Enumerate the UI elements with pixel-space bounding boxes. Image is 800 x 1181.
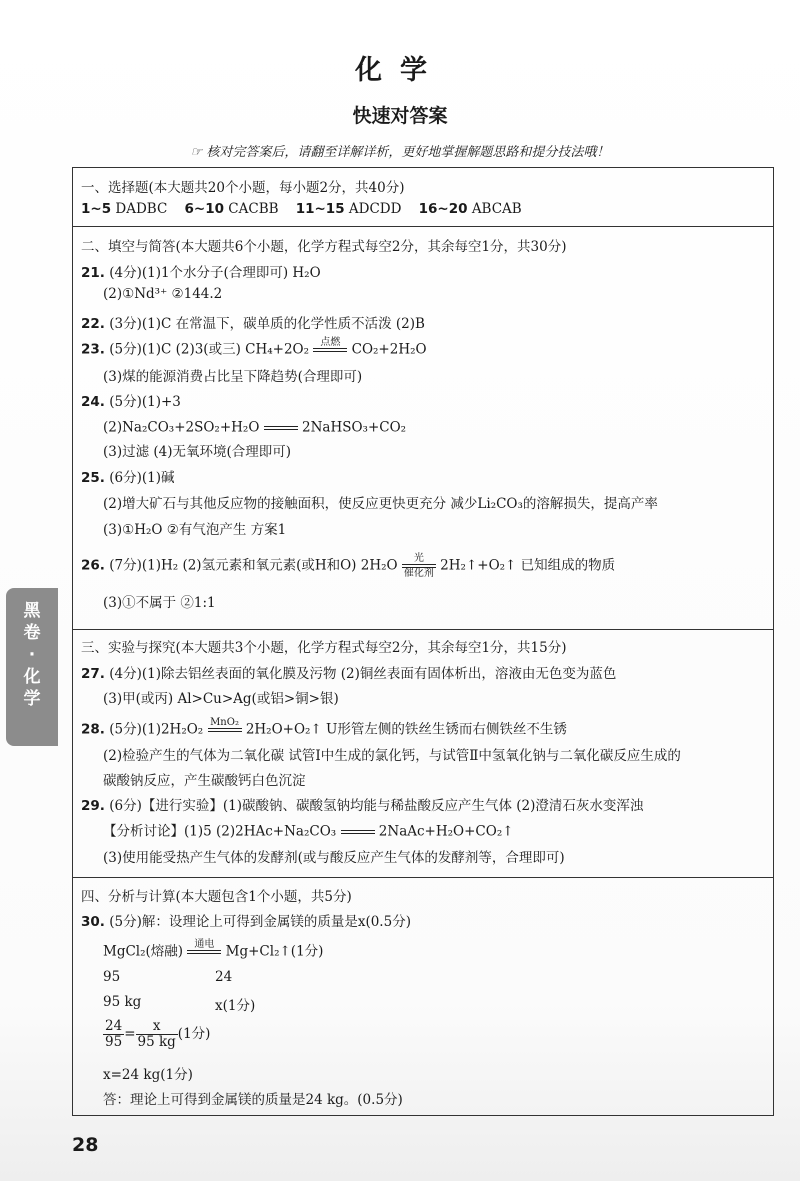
reaction-condition xyxy=(264,415,298,441)
question-number: 30. xyxy=(81,914,105,930)
q22-line1 xyxy=(81,312,425,332)
tip-text: 核对完答案后，请翻至详解详析，更好地掌握解题思路和提分技法哦！ xyxy=(206,145,610,160)
molar-mass-product: 24 xyxy=(215,969,233,985)
page-title: 化学 xyxy=(355,55,445,86)
reaction-condition xyxy=(208,717,242,743)
reaction-condition xyxy=(313,337,347,363)
answer-text: (3分)(1)C 在常温下，碳单质的化学性质不活泼 (2)B xyxy=(109,316,425,332)
question-number: 29. xyxy=(81,798,105,814)
q25-line3: (3)①H₂O ②有气泡产生 方案1 xyxy=(103,522,287,538)
question-number: 23. xyxy=(81,341,105,358)
section-header: 三、实验与探究(本大题共3个小题，化学方程式每空2分，其余每空1分，共15分) xyxy=(81,640,567,656)
answer-letters: CACBB xyxy=(228,201,279,217)
answer-text: (5分)(1)+3 xyxy=(109,394,181,410)
section-header: 四、分析与计算(本大题包含1个小题，共5分) xyxy=(81,889,352,905)
side-tab-label xyxy=(8,600,56,710)
pointing-hand-icon: ☞ xyxy=(190,145,203,160)
q28-line2: (2)检验产生的气体为二氧化碳 试管Ⅰ中生成的氯化钙，与试管Ⅱ中氢氧化钠与二氧化碳反应生成的 xyxy=(103,748,681,764)
answer-text: 2H₂O+O₂↑ U形管左侧的铁丝生锈而右侧铁丝不生锈 xyxy=(245,721,567,738)
question-number: 21. xyxy=(81,265,105,281)
answer-range: 1~5 xyxy=(81,201,112,217)
q30-line1 xyxy=(81,910,411,930)
equation-line xyxy=(103,939,323,965)
question-number: 26. xyxy=(81,557,105,574)
side-tab-char: 化 xyxy=(23,667,41,687)
answer-text: (6分)【进行实验】(1)碳酸钠、碳酸氢钠均能与稀盐酸反应产生气体 (2)澄清石灰水变浑浊 xyxy=(109,798,644,814)
question-number: 24. xyxy=(81,394,105,410)
answer-letters: ADCDD xyxy=(348,201,402,217)
q26-line2: (3)①不属于 ②1:1 xyxy=(103,595,216,611)
answer-text: (5分)(1)2H₂O₂ xyxy=(109,721,204,738)
q25-line2: (2)增大矿石与其他反应物的接触面积，使反应更快更充分 减少Li₂CO₃的溶解损失，提高产率 xyxy=(103,496,658,512)
answer-text: (5分)(1)C (2)3(或三) CH₄+2O₂ xyxy=(109,341,310,358)
q21-line1 xyxy=(81,261,321,281)
question-number: 22. xyxy=(81,316,105,332)
condition-text: 催化剂 xyxy=(403,568,434,579)
equation-text: MgCl₂(熔融) xyxy=(103,943,184,960)
answer-text: 2NaHSO₃+CO₂ xyxy=(302,419,407,436)
answer-text: (7分)(1)H₂ (2)氢元素和氧元素(或H和O) 2H₂O xyxy=(109,557,398,574)
choice-answers xyxy=(81,201,522,217)
reaction-condition xyxy=(402,553,436,579)
section-header: 一、选择题(本大题共20个小题，每小题2分，共40分) xyxy=(81,180,405,196)
answer-range: 11~15 xyxy=(295,201,345,217)
answer-range: 16~20 xyxy=(418,201,468,217)
denominator: 95 xyxy=(105,1034,123,1050)
numerator: x xyxy=(136,1019,178,1035)
answer-text: 2H₂↑+O₂↑ 已知组成的物质 xyxy=(440,557,616,574)
section-fill-blank xyxy=(73,226,773,630)
section-calculation xyxy=(73,877,773,1115)
answer-text: (4分)(1)1个水分子(合理即可) H₂O xyxy=(109,265,321,281)
answer-text: CO₂+2H₂O xyxy=(351,341,427,358)
section-choice xyxy=(73,168,773,227)
condition-text: 光 xyxy=(413,553,424,564)
q24-line3: (3)过滤 (4)无氧环境(合理即可) xyxy=(103,444,292,460)
molar-mass-mg: 95 xyxy=(103,969,121,985)
answer-text: 2NaAc+H₂O+CO₂↑ xyxy=(378,823,514,840)
q27-line2: (3)甲(或丙) Al>Cu>Ag(或铝>铜>银) xyxy=(103,691,339,707)
final-answer: 答：理论上可得到金属镁的质量是24 kg。(0.5分) xyxy=(103,1092,403,1108)
q24-line2 xyxy=(103,415,406,441)
q25-line1 xyxy=(81,466,174,486)
answer-text: (2)Na₂CO₃+2SO₂+H₂O xyxy=(103,419,260,436)
numerator: 24 xyxy=(105,1018,123,1034)
fraction-right xyxy=(136,1019,178,1050)
answer-text: (4分)(1)除去铝丝表面的氧化膜及污物 (2)铜丝表面有固体析出，溶液由无色变为蓝色 xyxy=(109,666,617,682)
q29-line3: (3)使用能受热产生气体的发酵剂(或与酸反应产生气体的发酵剂等，合理即可) xyxy=(103,850,565,866)
tip-line xyxy=(0,141,800,160)
answer-table xyxy=(72,167,774,1116)
given-mass: 95 kg xyxy=(103,994,142,1010)
proportion-line: $\frac{24}{95}$ = $\frac{x}{95 kg}$ (1分) xyxy=(105,1018,211,1050)
q21-line2: (2)①Nd³⁺ ②144.2 xyxy=(103,286,223,302)
page-number: 28 xyxy=(72,1134,99,1156)
reaction-condition xyxy=(341,819,375,845)
section-header: 二、填空与简答(本大题共6个小题，化学方程式每空2分，其余每空1分，共30分) xyxy=(81,239,567,255)
question-number: 25. xyxy=(81,470,105,486)
unknown-mass: x(1分) xyxy=(215,998,256,1014)
question-number: 27. xyxy=(81,666,105,682)
question-number: 28. xyxy=(81,721,105,738)
answer-letters: DADBC xyxy=(115,201,168,217)
q23-line2: (3)煤的能源消费占比呈下降趋势(合理即可) xyxy=(103,369,363,385)
side-tab-char: · xyxy=(28,645,36,665)
condition-text: 通电 xyxy=(194,939,215,950)
q26-line1 xyxy=(81,553,615,579)
answer-text: 【分析讨论】(1)5 (2)2HAc+Na₂CO₃ xyxy=(103,823,337,840)
condition-text: MnO₂ xyxy=(210,717,239,728)
q27-line1 xyxy=(81,662,616,682)
condition-text: 点燃 xyxy=(320,337,341,348)
q28-line1 xyxy=(81,717,567,743)
q23-line1 xyxy=(81,337,427,363)
fraction-left xyxy=(103,1019,124,1050)
q29-line1 xyxy=(81,794,643,814)
side-tab-char: 卷 xyxy=(23,623,41,643)
equation-text: Mg+Cl₂↑(1分) xyxy=(225,943,324,960)
section-experiment xyxy=(73,629,773,878)
answer-text: (5分)解：设理论上可得到金属镁的质量是x(0.5分) xyxy=(109,914,411,930)
reaction-condition xyxy=(187,939,221,965)
q24-line1 xyxy=(81,390,181,410)
result-line: x=24 kg(1分) xyxy=(103,1067,193,1083)
side-tab-char: 黑 xyxy=(23,601,41,621)
q28-line3: 碳酸钠反应，产生碳酸钙白色沉淀 xyxy=(103,773,306,789)
answer-letters: ABCAB xyxy=(471,201,522,217)
q29-line2 xyxy=(103,819,514,845)
side-tab-char: 学 xyxy=(23,689,41,709)
score-text: (1分) xyxy=(177,1026,211,1042)
answer-text: (6分)(1)碱 xyxy=(109,470,175,486)
answer-range: 6~10 xyxy=(184,201,224,217)
denominator: 95 kg xyxy=(137,1034,176,1050)
page-subtitle: 快速对答案 xyxy=(352,105,448,127)
